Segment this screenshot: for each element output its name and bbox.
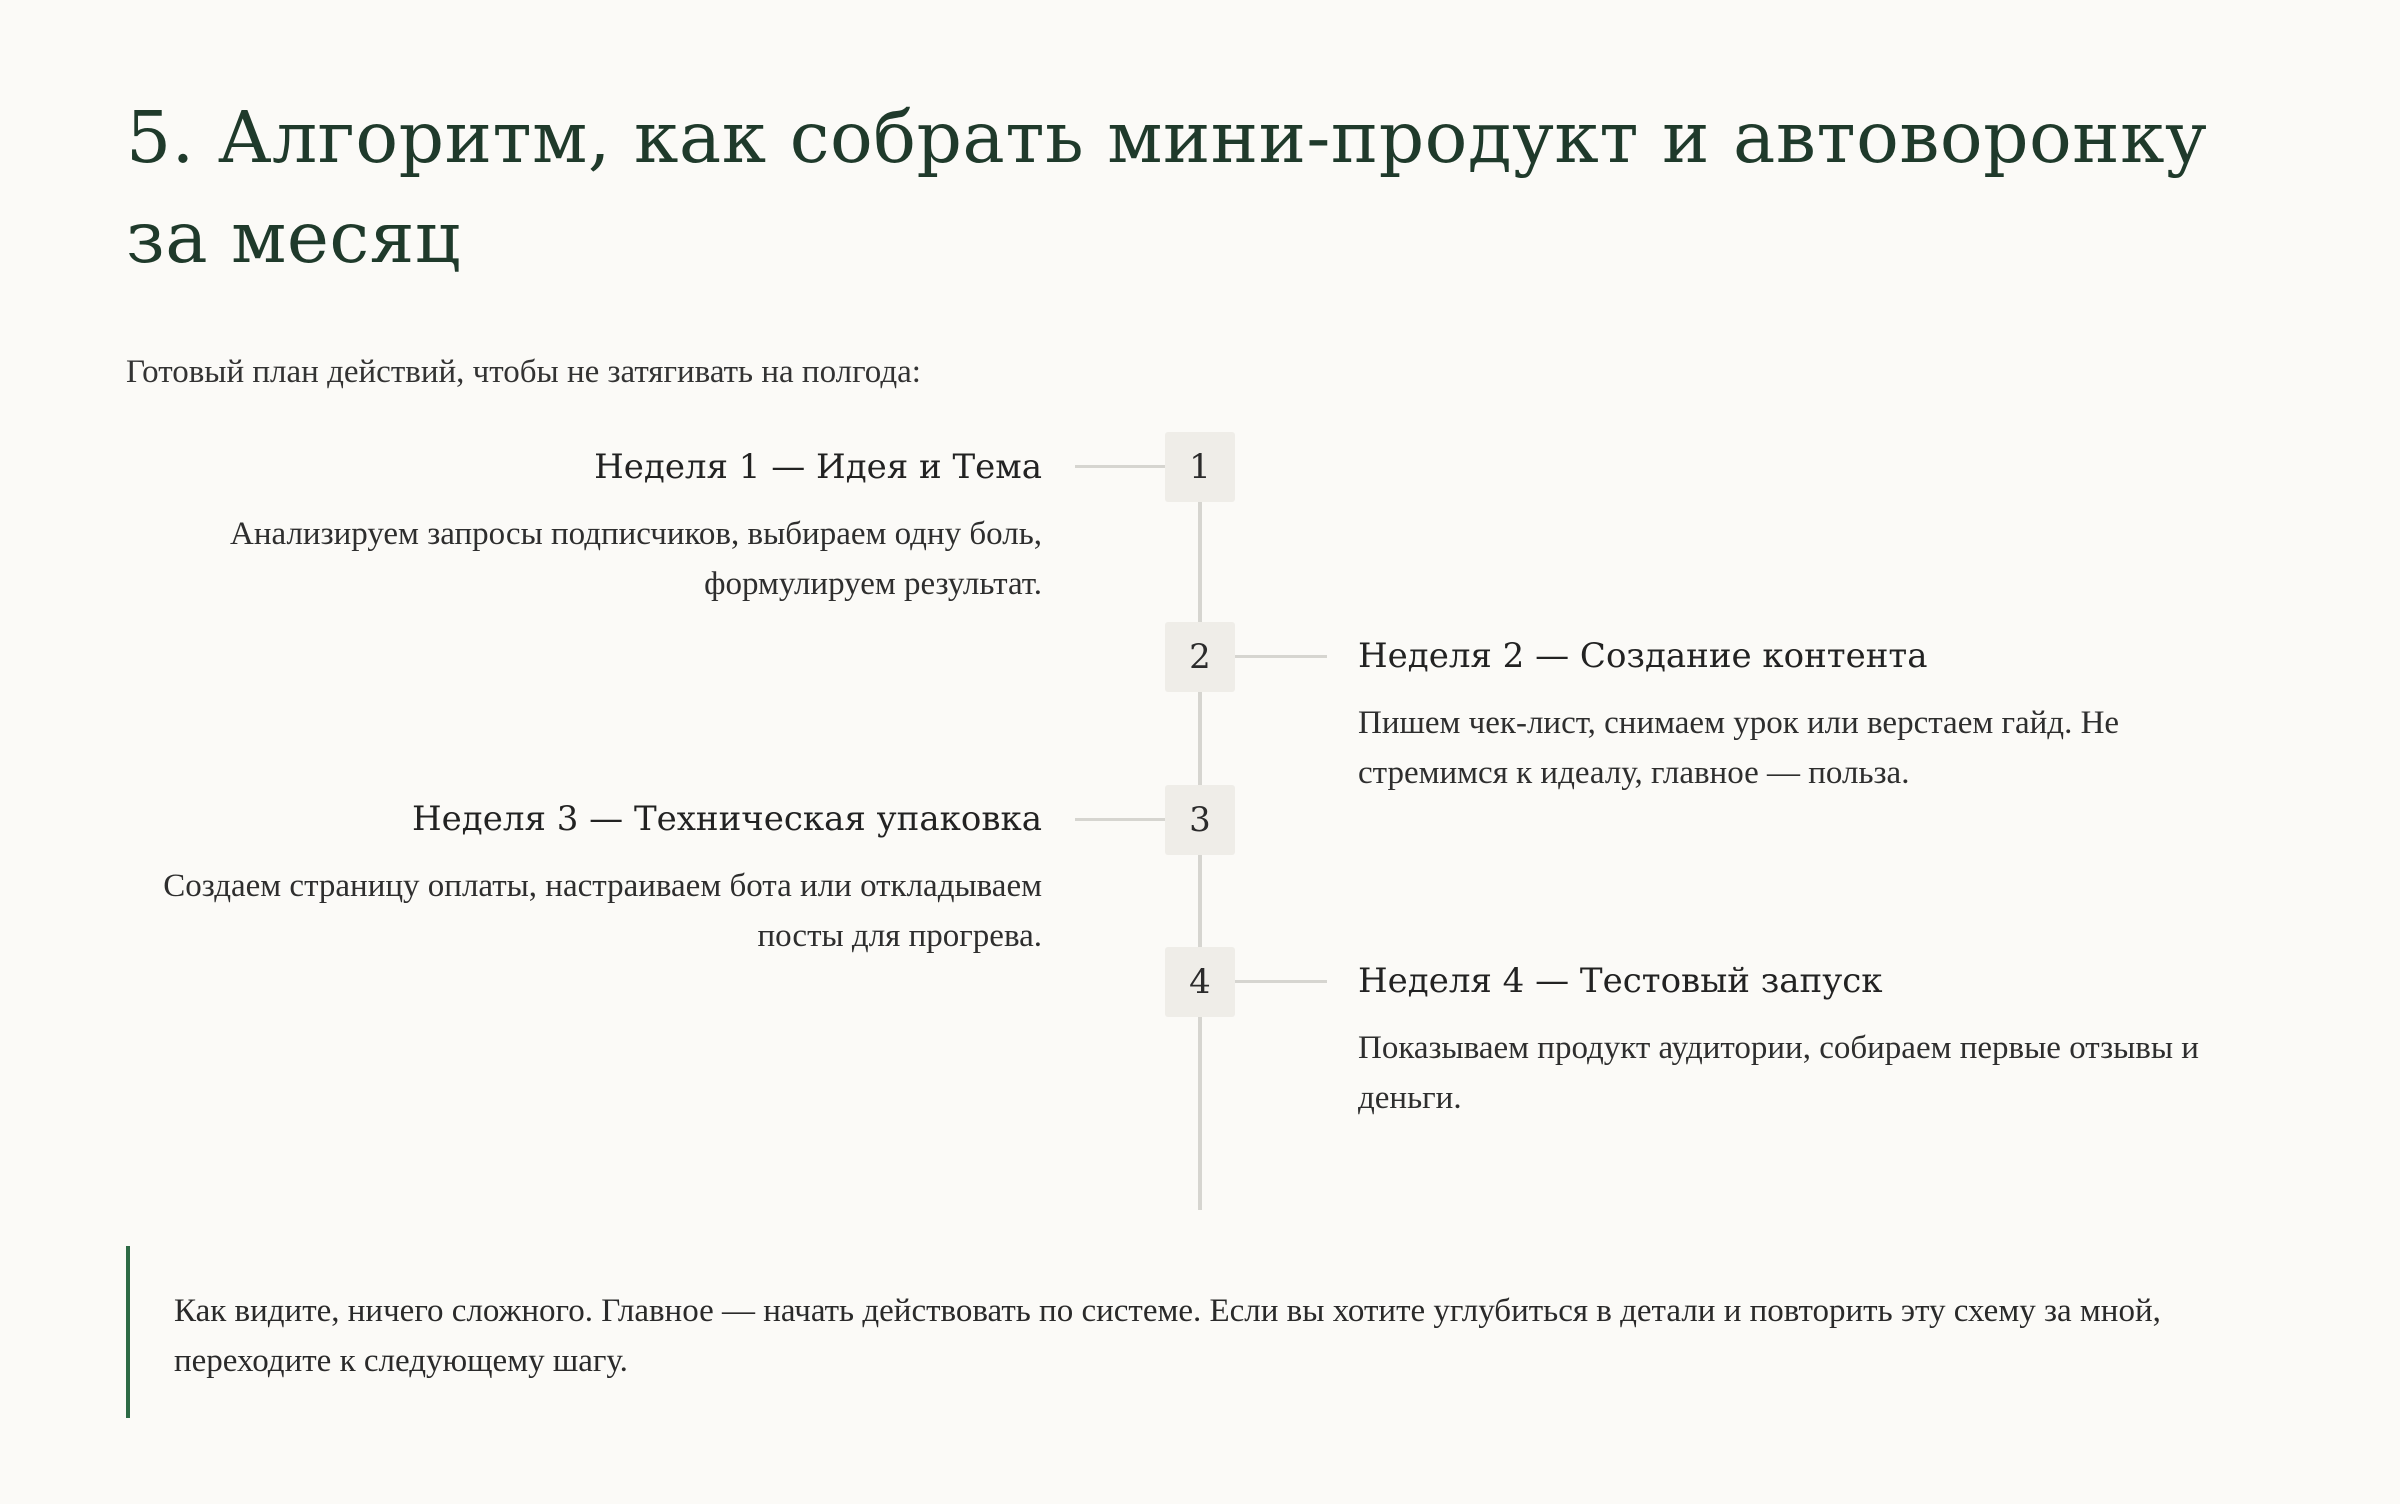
callout-text: Как видите, ничего сложного. Главное — начать действовать по системе. Если вы хотите углубиться в детали и повторить эту схему за мной, переходите к следующему шагу. — [174, 1293, 2161, 1379]
step-description: Пишем чек-лист, снимаем урок или верстаем гайд. Не стремимся к идеалу, главное — польза. — [1358, 705, 2120, 791]
timeline-step — [1358, 957, 2258, 1123]
step-number-badge: 2 — [1165, 622, 1235, 692]
timeline-step — [1358, 632, 2258, 798]
step-description: Анализируем запросы подписчиков, выбираем одну боль, формулируем результат. — [230, 516, 1042, 602]
callout-quote — [126, 1246, 2276, 1418]
step-number-badge: 3 — [1165, 785, 1235, 855]
step-description: Создаем страницу оплаты, настраиваем бота или откладываем посты для прогрева. — [163, 868, 1042, 954]
step-title: Неделя 3 — Техническая упаковка — [412, 799, 1042, 839]
step-title: Неделя 2 — Создание контента — [1358, 636, 1928, 676]
step-title: Неделя 4 — Тестовый запуск — [1358, 961, 1883, 1001]
step-number-badge: 4 — [1165, 947, 1235, 1017]
timeline-step — [122, 795, 1042, 961]
timeline-connector — [1235, 980, 1327, 983]
timeline-connector — [1075, 818, 1165, 821]
step-description: Показываем продукт аудитории, собираем первые отзывы и деньги. — [1358, 1030, 2199, 1116]
timeline-step — [122, 443, 1042, 609]
step-title: Неделя 1 — Идея и Тема — [594, 447, 1042, 487]
step-number-badge: 1 — [1165, 432, 1235, 502]
page-title: 5. Алгоритм, как собрать мини-продукт и автоворонку за месяц — [126, 96, 2208, 279]
timeline-connector — [1075, 465, 1165, 468]
intro-text: Готовый план действий, чтобы не затягивать на полгода: — [126, 354, 921, 390]
timeline-connector — [1235, 655, 1327, 658]
